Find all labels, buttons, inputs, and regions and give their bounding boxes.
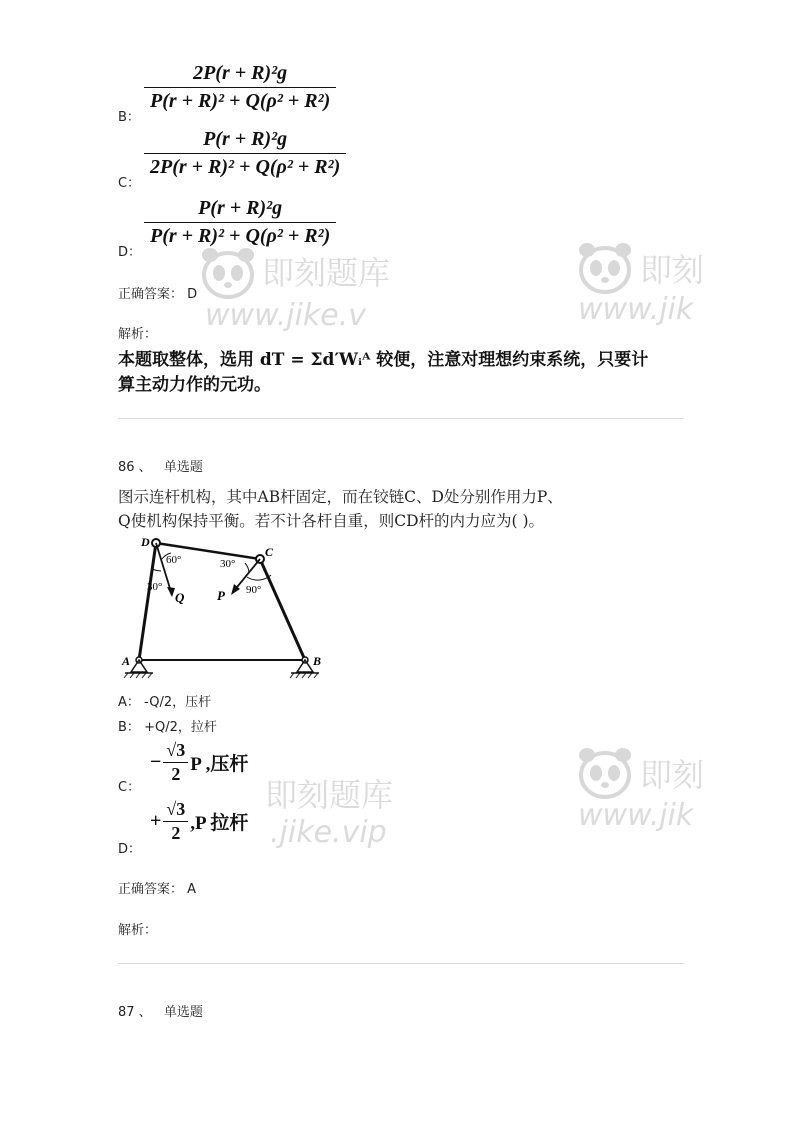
angle-label-90: 90° xyxy=(246,584,262,596)
option-c-tail: P ,压杆 xyxy=(190,754,249,775)
answer-label: 正确答案： xyxy=(118,287,184,302)
option-a-86[interactable] xyxy=(118,691,211,710)
option-d-label-86: D： xyxy=(118,842,142,857)
correct-answer-85 xyxy=(118,283,197,302)
option-d-numerator: P(r + R)²g xyxy=(198,197,283,219)
option-d-tail: ,P 拉杆 xyxy=(190,813,249,834)
option-b-denominator: P(r + R)² + Q(ρ² + R²) xyxy=(144,87,336,113)
option-b-numerator: 2P(r + R)²g xyxy=(193,62,288,84)
analysis-text-85 xyxy=(118,348,648,398)
option-b-text: +Q/2，拉杆 xyxy=(144,720,217,735)
linkage-figure xyxy=(115,535,330,685)
question-number: 87 、 xyxy=(118,1005,152,1020)
option-d-label: D： xyxy=(118,245,142,260)
question-stem-86 xyxy=(118,485,563,533)
correct-answer-86 xyxy=(118,878,196,897)
option-c-num: √3 xyxy=(166,740,186,760)
label-a: A xyxy=(122,654,131,668)
label-d: D xyxy=(141,535,150,549)
stem-line-2: Q使机构保持平衡。若不计各杆自重，则CD杆的内力应为( )。 xyxy=(118,512,545,530)
divider xyxy=(118,418,684,419)
option-d-num: √3 xyxy=(166,799,186,819)
option-c-den: 2 xyxy=(163,762,188,785)
answer-value: A xyxy=(187,882,197,897)
question-header-87 xyxy=(118,1001,203,1020)
option-c-label-86: C： xyxy=(118,780,141,795)
analysis-label-85: 解析： xyxy=(118,327,158,342)
answer-value: D xyxy=(187,287,198,302)
angle-label-30-c: 30° xyxy=(220,558,236,570)
option-c-formula[interactable] xyxy=(144,128,346,179)
watermark-brand: 即刻题库 xyxy=(265,776,394,814)
option-d-den: 2 xyxy=(163,821,188,844)
analysis-label-86: 解析： xyxy=(118,923,158,938)
option-c-label: C： xyxy=(118,176,141,191)
option-d-formula-86[interactable] xyxy=(150,799,248,844)
label-p: P xyxy=(217,588,225,603)
option-b-formula[interactable] xyxy=(144,62,336,113)
watermark-url-cut: www.jik xyxy=(578,292,694,327)
watermark-url-cut: www.jik xyxy=(578,798,694,833)
watermark-brand: 即刻题库 xyxy=(262,254,391,292)
option-b-label: B： xyxy=(118,110,140,125)
answer-label: 正确答案： xyxy=(118,882,184,897)
option-c-numerator: P(r + R)²g xyxy=(203,128,288,150)
option-b-label: B： xyxy=(118,720,140,735)
label-q: Q xyxy=(175,590,185,605)
angle-arc-30-c xyxy=(245,563,249,573)
question-number: 86 、 xyxy=(118,460,152,475)
option-b-86[interactable] xyxy=(118,716,217,735)
question-type: 单选题 xyxy=(163,460,203,475)
option-d-denominator: P(r + R)² + Q(ρ² + R²) xyxy=(144,222,336,248)
watermark-panda-logo xyxy=(575,745,635,805)
link-ad xyxy=(139,543,156,660)
force-q-arrowhead xyxy=(167,587,175,597)
question-header-86 xyxy=(118,456,203,475)
label-b: B xyxy=(313,654,322,668)
angle-label-60: 60° xyxy=(166,554,182,566)
option-c-sign: − xyxy=(150,751,162,773)
option-d-formula[interactable] xyxy=(144,197,336,248)
stem-line-1: 图示连杆机构，其中AB杆固定，而在铰链C、D处分别作用力P、 xyxy=(118,488,563,506)
watermark-panda-logo xyxy=(575,240,635,300)
watermark-brand-cut: 即刻 xyxy=(640,251,705,289)
divider xyxy=(118,963,684,964)
watermark-panda-logo xyxy=(198,245,258,305)
option-a-label: A： xyxy=(118,695,140,710)
option-c-formula-86[interactable] xyxy=(150,740,248,785)
watermark-brand-cut: 即刻 xyxy=(640,756,705,794)
watermark-url: .jike.vip xyxy=(270,815,387,850)
option-d-sign: + xyxy=(150,810,162,832)
question-type: 单选题 xyxy=(163,1005,203,1020)
angle-label-30-d: 30° xyxy=(147,581,163,593)
watermark-url: www.jike.v xyxy=(205,298,367,333)
analysis-line-2: 算主动力作的元功。 xyxy=(118,375,271,395)
link-bc xyxy=(260,559,305,660)
label-c: C xyxy=(265,545,274,559)
analysis-line-1: 本题取整体，选用 dT = Σd′Wᵢᴬ 较便，注意对理想约束系统，只要计 xyxy=(118,350,649,370)
option-c-denominator: 2P(r + R)² + Q(ρ² + R²) xyxy=(144,153,346,179)
option-a-text: -Q/2，压杆 xyxy=(144,695,212,710)
